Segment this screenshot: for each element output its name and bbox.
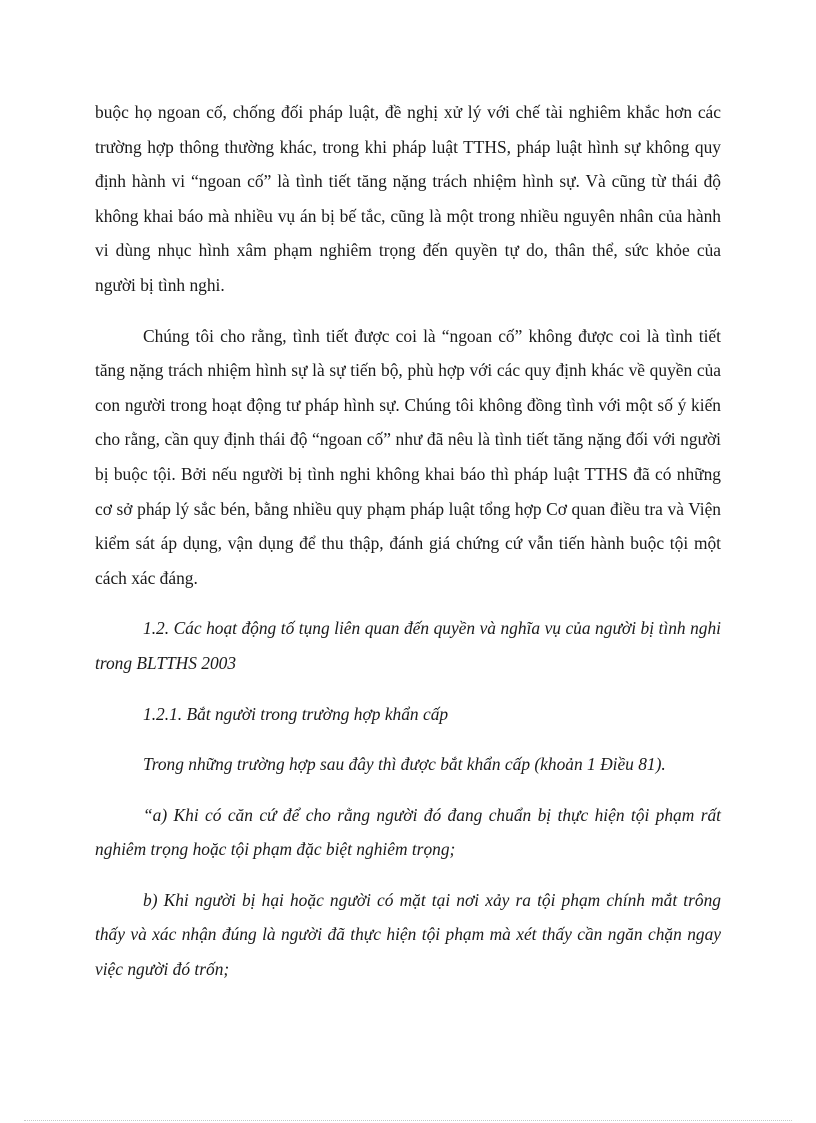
- list-item-b: b) Khi người bị hại hoặc người có mặt tại nơi xảy ra tội phạm chính mắt trông thấy và xác nhận đúng là người đã thực hiện tội phạm mà xét thấy cần ngăn chặn ngay việc người đó trốn;: [95, 889, 721, 980]
- body-paragraph-continued: buộc họ ngoan cố, chống đối pháp luật, đề nghị xử lý với chế tài nghiêm khắc hơn các trường hợp thông thường khác, trong khi pháp luật TTHS, pháp luật hình sự không quy định hành vi “ngoan cố” là tình tiết tăng nặng trách nhiệm hình sự. Và cũng từ thái độ không khai báo mà nhiều vụ án bị bế tắc, cũng là một trong nhiều nguyên nhân của hành vi dùng nhục hình xâm phạm nghiêm trọng đến quyền tự do, thân thể, sức khỏe của người bị tình nghi.: [95, 102, 721, 295]
- body-paragraph-opinion: Chúng tôi cho rằng, tình tiết được coi là “ngoan cố” không được coi là tình tiết tăng nặng trách nhiệm hình sự là sự tiến bộ, phù hợp với các quy định khác về quyền của con người trong hoạt động tư pháp hình sự. Chúng tôi không đồng tình với một số ý kiến cho rằng, cần quy định thái độ “ngoan cố” như đã nêu là tình tiết tăng nặng đối với người bị buộc tội. Bởi nếu người bị tình nghi không khai báo thì pháp luật TTHS đã có những cơ sở pháp lý sắc bén, bằng nhiều quy phạm pháp luật tổng hợp Cơ quan điều tra và Viện kiểm sát áp dụng, vận dụng để thu thập, đánh giá chứng cứ vẫn tiến hành buộc tội một cách xác đáng.: [95, 325, 721, 588]
- section-heading-1-2-1: 1.2.1. Bắt người trong trường hợp khẩn cấp: [143, 703, 449, 724]
- body-paragraph-intro: Trong những trường hợp sau đây thì được bắt khẩn cấp (khoản 1 Điều 81).: [143, 754, 666, 775]
- document-page: [95, 95, 721, 987]
- section-heading-1-2: 1.2. Các hoạt động tố tụng liên quan đến quyền và nghĩa vụ của người bị tình nghi trong BLTTHS 2003: [95, 618, 721, 673]
- page-bottom-divider: [24, 1120, 792, 1121]
- list-item-a: “a) Khi có căn cứ để cho rằng người đó đang chuẩn bị thực hiện tội phạm rất nghiêm trọng hoặc tội phạm đặc biệt nghiêm trọng;: [95, 804, 721, 860]
